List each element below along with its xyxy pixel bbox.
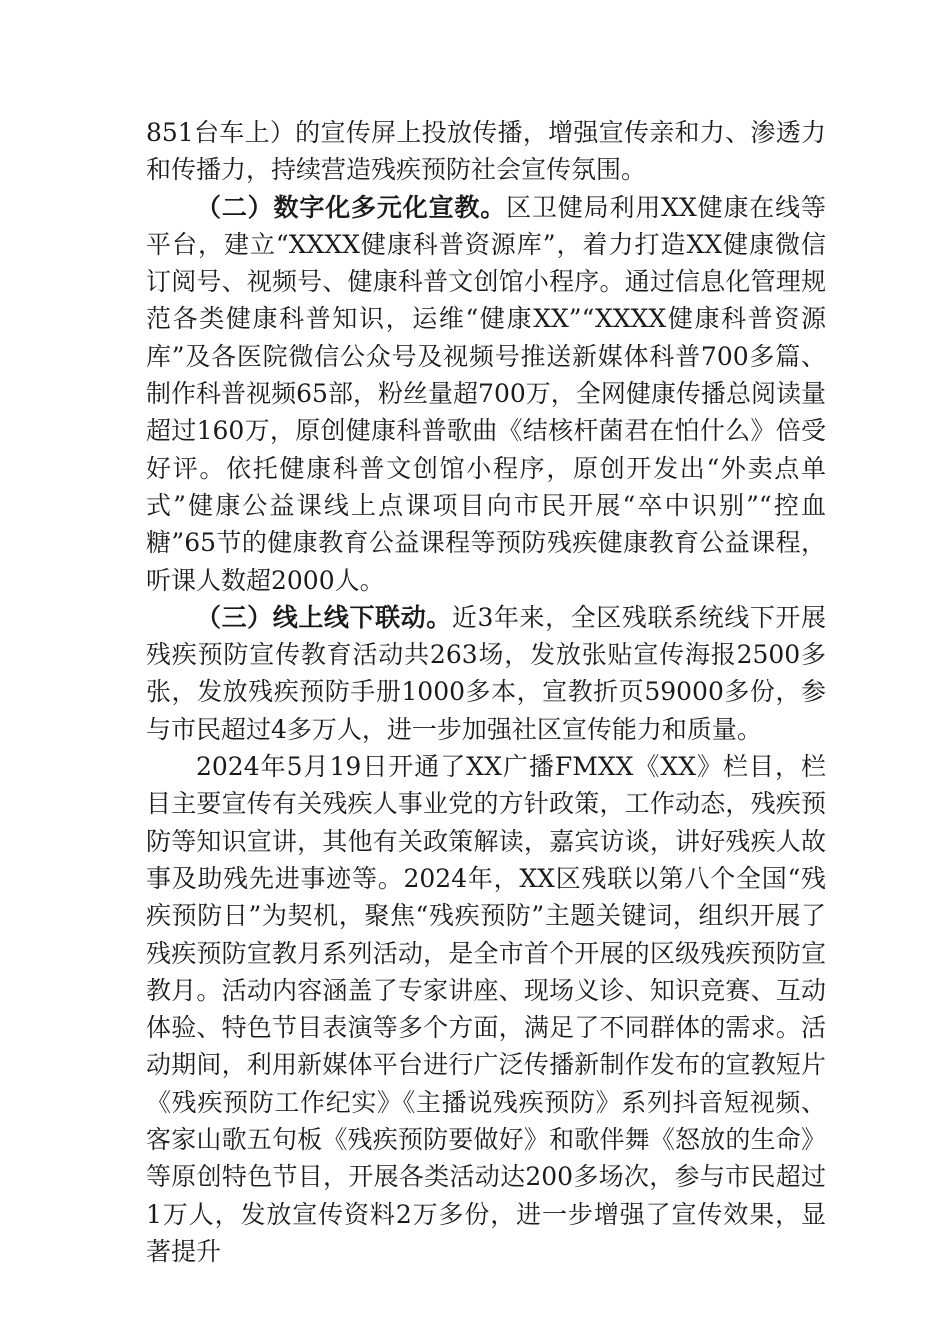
paragraph-text: 区卫健局利用XX健康在线等平台，建立“XXXX健康科普资源库”，着力打造XX健康微信订阅号、视频号、健康科普文创馆小程序。通过信息化管理规范各类健康科普知识，运维“健康XX”“XXXX健康科普资源库”及各医院微信公众号及视频号推送新媒体科普700多篇、制作科普视频65部，粉丝量超700万，全网健康传播总阅读量超过160万，原创健康科普歌曲《结核杆菌君在怕什么》倍受好评。依托健康科普文创馆小程序，原创开发出“外卖点单式”健康公益课线上点课项目向市民开展“卒中识别”“控血糖”65节的健康教育公益课程等预防残疾健康教育公益课程，听课人数超2000人。 [146, 192, 826, 595]
paragraph-text: 近3年来，全区残联系统线下开展残疾预防宣传教育活动共263场，发放张贴宣传海报2500多张，发放残疾预防手册1000多本，宣教折页59000多份，参与市民超过4多万人，进一步加强社区宣传能力和质量。 [146, 602, 826, 744]
paragraph-online-offline [146, 599, 826, 748]
paragraph-continuation [146, 114, 826, 189]
paragraph-radio-program [146, 748, 826, 1270]
paragraph-digital-education [146, 189, 826, 599]
section-heading: （三）线上线下联动。 [196, 602, 452, 632]
paragraph-text: 2024年5月19日开通了XX广播FMXX《XX》栏目，栏目主要宣传有关残疾人事业党的方针政策，工作动态，残疾预防等知识宣讲，其他有关政策解读，嘉宾访谈，讲好残疾人故事及助残先进事迹等。2024年，XX区残联以第八个全国“残疾预防日”为契机，聚焦“残疾预防”主题关键词，组织开展了残疾预防宣教月系列活动，是全市首个开展的区级残疾预防宣教月。活动内容涵盖了专家讲座、现场义诊、知识竞赛、互动体验、特色节目表演等多个方面，满足了不同群体的需求。活动期间，利用新媒体平台进行广泛传播新制作发布的宣教短片《残疾预防工作纪实》《主播说残疾预防》系列抖音短视频、客家山歌五句板《残疾预防要做好》和歌伴舞《怒放的生命》等原创特色节目，开展各类活动达200多场次，参与市民超过1万人，发放宣传资料2万多份，进一步增强了宣传效果，显著提升 [146, 752, 826, 1266]
document-body [146, 114, 826, 1270]
section-heading: （二）数字化多元化宣教。 [196, 192, 507, 222]
paragraph-text: 851台车上）的宣传屏上投放传播，增强宣传亲和力、渗透力和传播力，持续营造残疾预防社会宣传氛围。 [146, 118, 826, 185]
